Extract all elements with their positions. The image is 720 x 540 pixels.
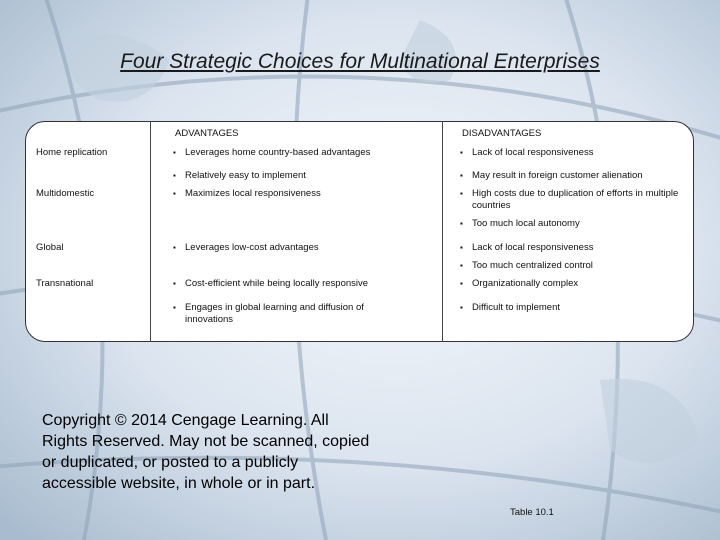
disadvantage-item: ▪ Difficult to implement <box>460 302 692 314</box>
disadvantage-item: ▪ Lack of local responsiveness <box>460 147 692 159</box>
advantage-item: ▪ Engages in global learning and diffusion of innovations <box>173 302 390 326</box>
row-label-home-replication: Home replication <box>36 147 108 158</box>
disadvantage-item: ▪ High costs due to duplication of efforts in multiple countries <box>460 188 687 212</box>
disadvantage-item: ▪ May result in foreign customer alienation <box>460 170 692 182</box>
disadvantage-item: ▪ Lack of local responsiveness <box>460 242 692 254</box>
disadvantage-item: ▪ Too much centralized control <box>460 260 692 272</box>
advantage-item: ▪ Relatively easy to implement <box>173 170 306 182</box>
advantage-item: ▪ Maximizes local responsiveness <box>173 188 321 200</box>
row-label-multidomestic: Multidomestic <box>36 188 95 199</box>
slide-title: Four Strategic Choices for Multinational Enterprises <box>120 50 600 73</box>
advantage-item: ▪ Leverages home country-based advantages <box>173 147 370 159</box>
table-number-label: Table 10.1 <box>510 507 554 518</box>
header-advantages: ADVANTAGES <box>175 128 239 139</box>
advantage-item: ▪ Cost-efficient while being locally responsive <box>173 278 425 290</box>
disadvantage-item: ▪ Too much local autonomy <box>460 218 692 230</box>
column-divider <box>150 121 151 342</box>
row-label-transnational: Transnational <box>36 278 94 289</box>
column-divider <box>442 121 443 342</box>
disadvantage-item: ▪ Organizationally complex <box>460 278 692 290</box>
header-disadvantages: DISADVANTAGES <box>462 128 542 139</box>
row-label-global: Global <box>36 242 64 253</box>
copyright-notice: Copyright © 2014 Cengage Learning. All Rights Reserved. May not be scanned, copied or duplicated, or posted to a publicly accessible website, in whole or in part. <box>42 412 370 492</box>
advantage-item: ▪ Leverages low-cost advantages <box>173 242 319 254</box>
